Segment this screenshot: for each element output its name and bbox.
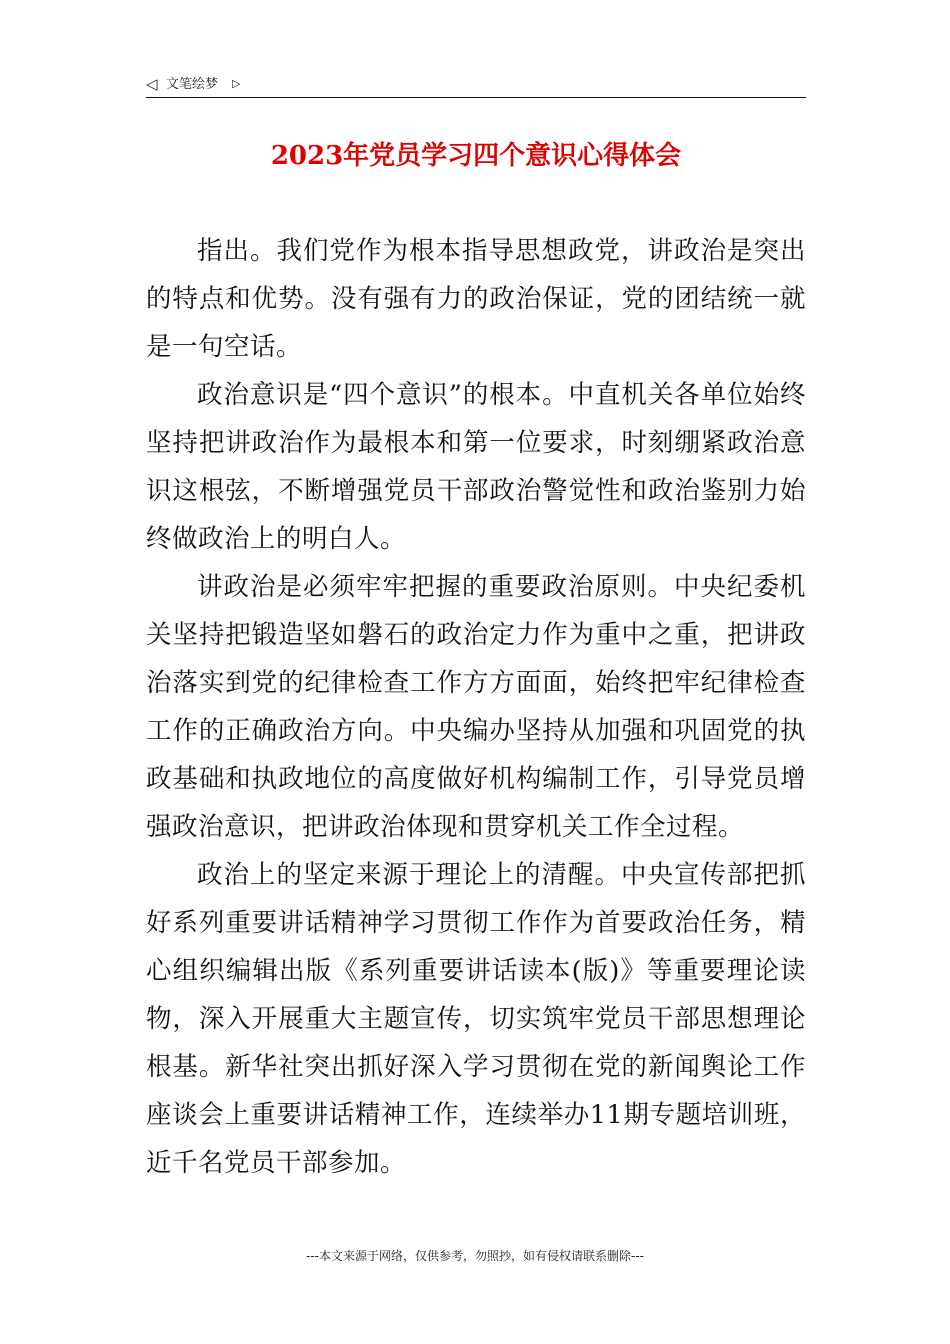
paragraph: 政治意识是“四个意识”的根本。中直机关各单位始终坚持把讲政治作为最根本和第一位要求，时刻绷紧政治意识这根弦，不断增强党员干部政治警觉性和政治鉴别力始终做政治上的明白人。 <box>146 380 806 554</box>
paragraph: 政治上的坚定来源于理论上的清醒。中央宣传部把抓好系列重要讲话精神学习贯彻工作作为首要政治任务，精心组织编辑出版《系列重要讲话读本(版)》等重要理论读物，深入开展重大主题宣传，切实筑牢党员干部思想理论根基。新华社突出抓好深入学习贯彻在党的新闻舆论工作座谈会上重要讲话精神工作，连续举办11期专题培训班，近千名党员干部参加。 <box>146 860 806 1178</box>
triangle-right-icon: ▷ <box>232 77 241 90</box>
paragraph: 讲政治是必须牢牢把握的重要政治原则。中央纪委机关坚持把锻造坚如磐石的政治定力作为重中之重，把讲政治落实到党的纪律检查工作方方面面，始终把牢纪律检查工作的正确政治方向。中央编办坚持从加强和巩固党的执政基础和执政地位的高度做好机构编制工作，引导党员增强政治意识，把讲政治体现和贯穿机关工作全过程。 <box>146 572 806 842</box>
document-title: 2023年党员学习四个意识心得体会 <box>270 141 682 171</box>
page-header <box>146 74 806 98</box>
triangle-left-icon: ◁ <box>146 75 158 93</box>
document-body <box>146 227 806 1187</box>
header-brand: 文笔绘梦 <box>166 77 219 92</box>
header-divider <box>146 97 806 98</box>
page-footer-disclaimer: ---本文来源于网络，仅供参考，勿照抄，如有侵权请联系删除--- <box>306 1249 644 1263</box>
paragraph: 指出。我们党作为根本指导思想政党，讲政治是突出的特点和优势。没有强有力的政治保证，党的团结统一就是一句空话。 <box>146 236 806 362</box>
